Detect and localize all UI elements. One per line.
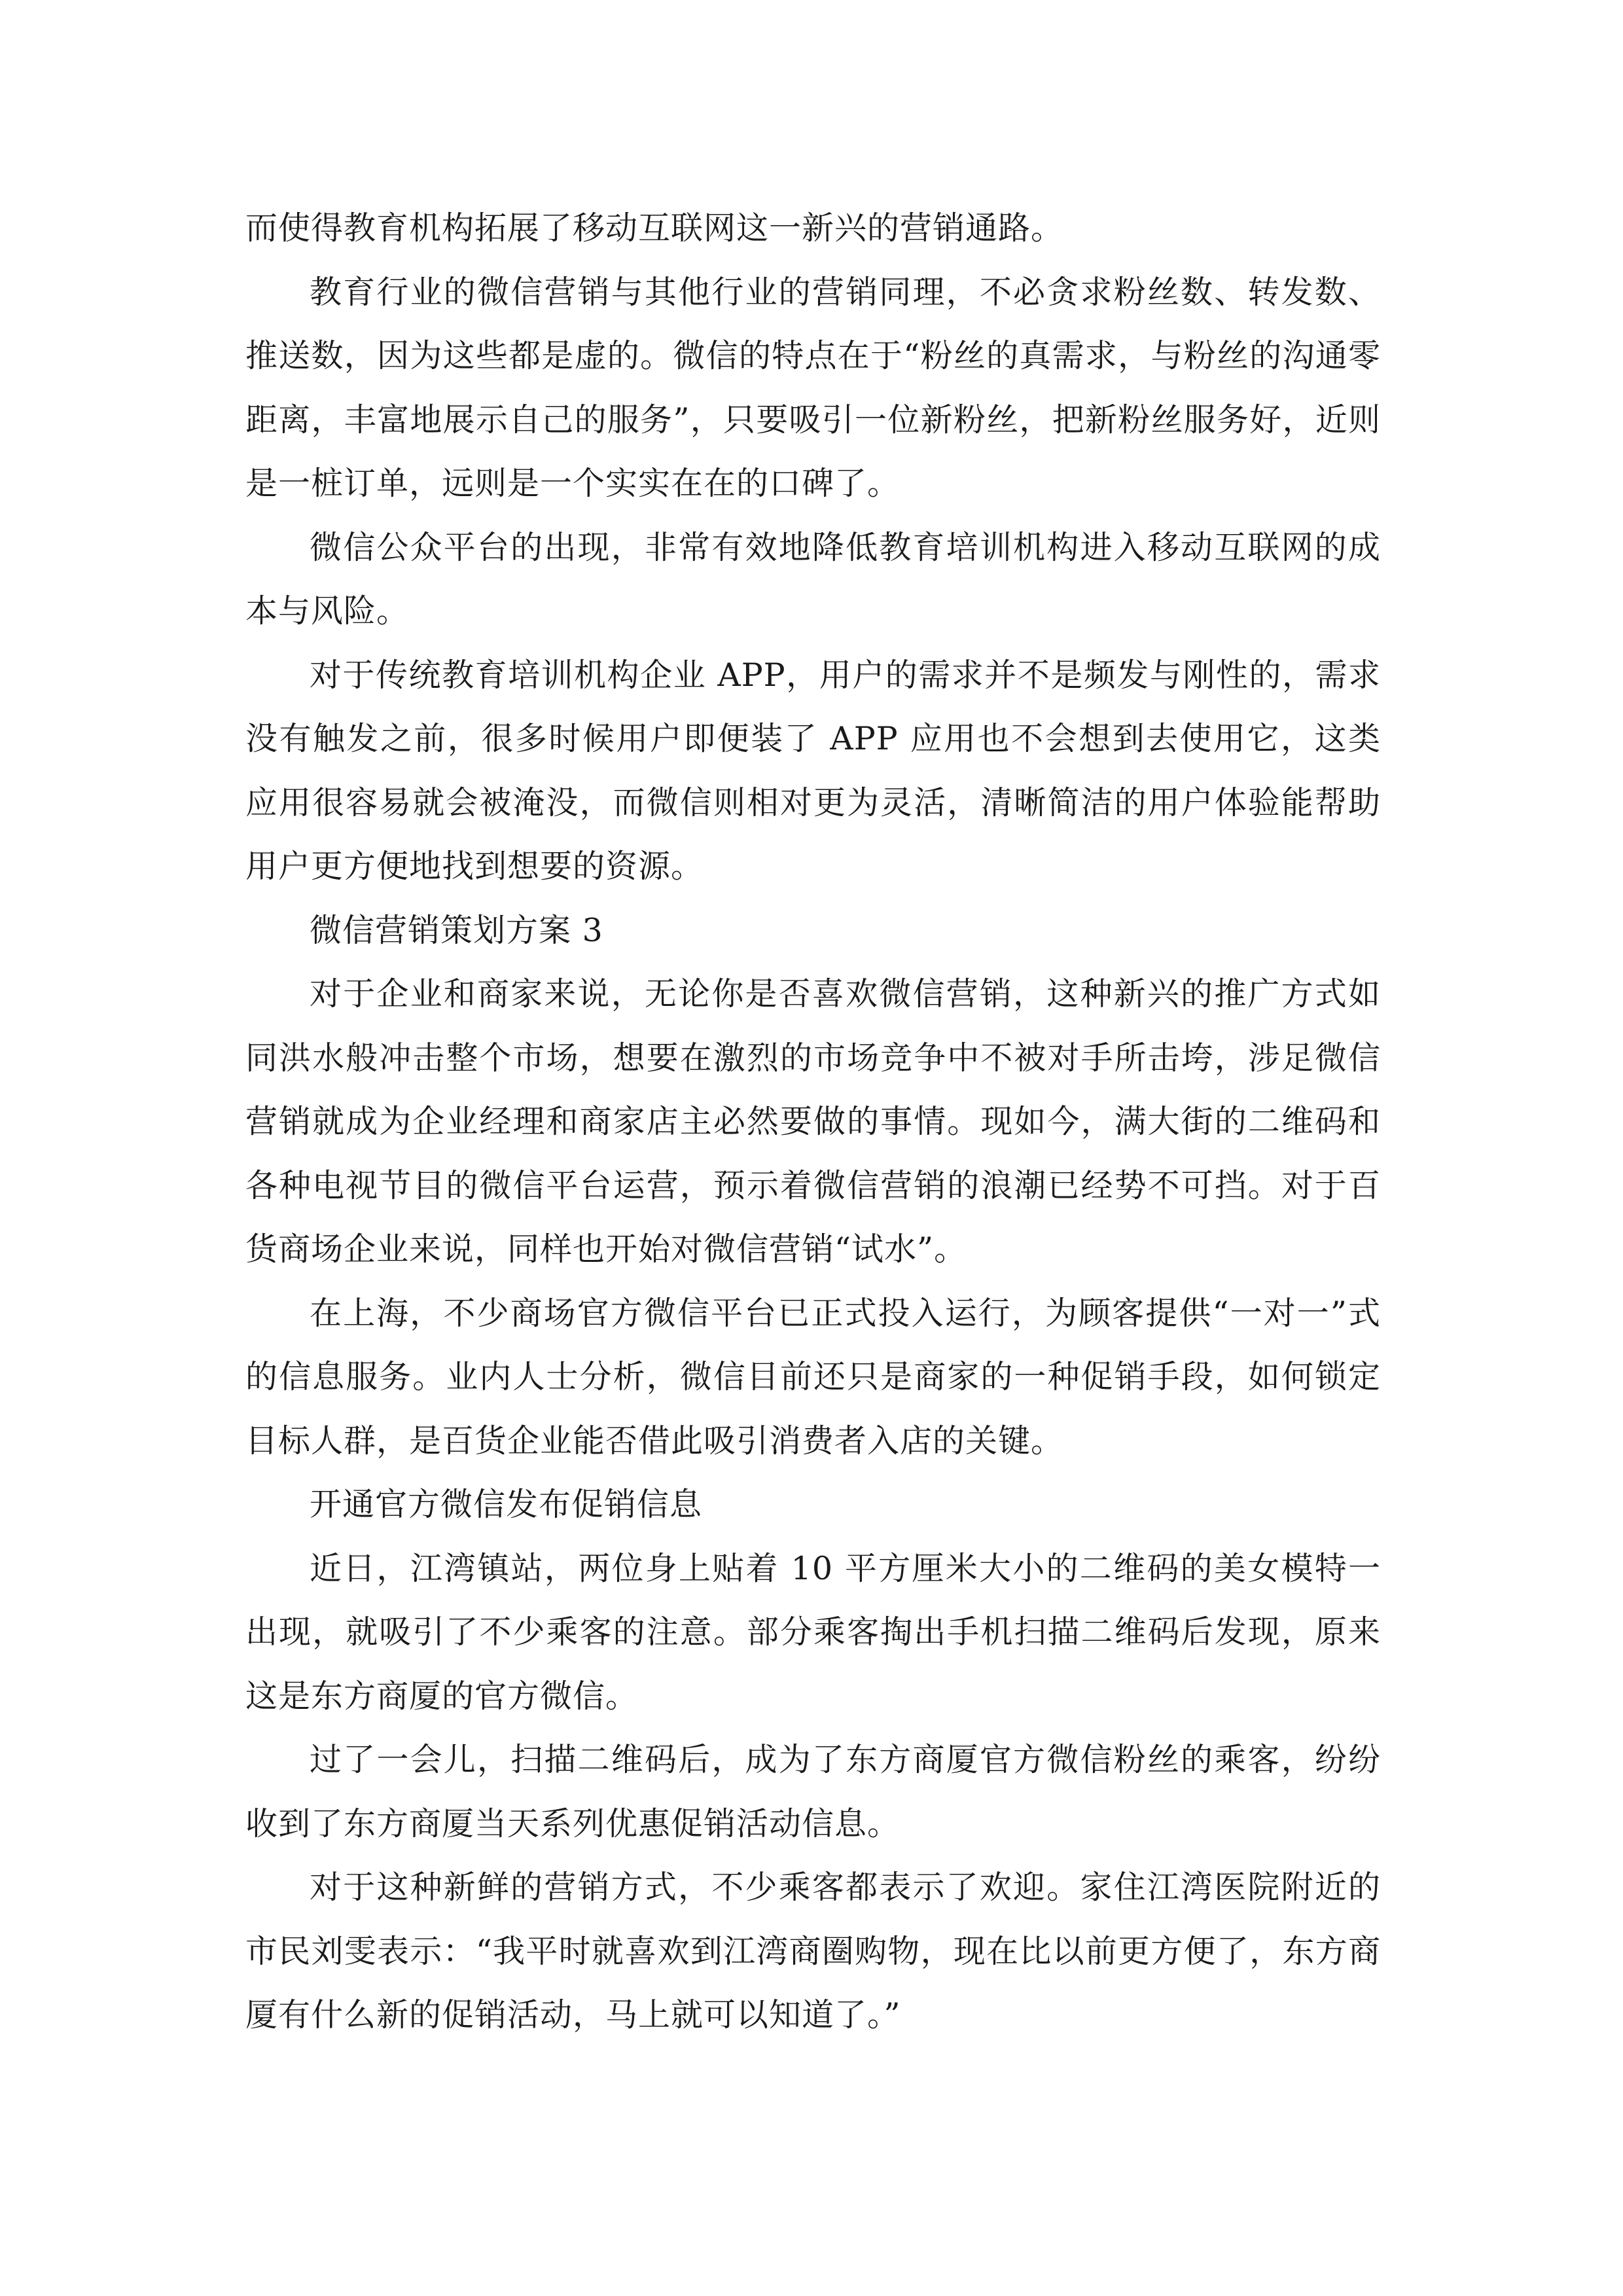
paragraph-scan-qr-code: 过了一会儿，扫描二维码后，成为了东方商厦官方微信粉丝的乘客，纷纷收到了东方商厦当天系列优惠促销活动信息。 — [245, 1741, 1381, 1842]
document-body — [245, 196, 1381, 2047]
subheading-official-wechat-promotion: 开通官方微信发布促销信息 — [310, 1486, 703, 1523]
paragraph-shanghai-malls: 在上海，不少商场官方微信平台已正式投入运行，为顾客提供“一对一”式的信息服务。业内人士分析，微信目前还只是商家的一种促销手段，如何锁定目标人群，是百货企业能否借此吸引消费者入店的关键。 — [245, 1294, 1381, 1460]
section-heading-plan-3: 微信营销策划方案 3 — [310, 911, 603, 949]
paragraph-jiangwan-station: 近日，江湾镇站，两位身上贴着 10 平方厘米大小的二维码的美女模特一出现，就吸引了不少乘客的注意。部分乘客掏出手机扫描二维码后发现，原来这是东方商厦的官方微信。 — [245, 1549, 1381, 1715]
paragraph-education-wechat-marketing: 教育行业的微信营销与其他行业的营销同理，不必贪求粉丝数、转发数、推送数，因为这些都是虚的。微信的特点在于“粉丝的真需求，与粉丝的沟通零距离，丰富地展示自己的服务”，只要吸引一位新粉丝，把新粉丝服务好，近则是一桩订单，远则是一个实实在在的口碑了。 — [245, 273, 1381, 502]
paragraph-traditional-app: 对于传统教育培训机构企业 APP，用户的需求并不是频发与刚性的，需求没有触发之前，很多时候用户即便装了 APP 应用也不会想到去使用它，这类应用很容易就会被淹没，而微信则相对更为灵活，清晰简洁的用户体验能帮助用户更方便地找到想要的资源。 — [245, 656, 1381, 885]
paragraph-public-platform: 微信公众平台的出现，非常有效地降低教育培训机构进入移动互联网的成本与风险。 — [245, 528, 1381, 630]
paragraph-passenger-feedback: 对于这种新鲜的营销方式，不少乘客都表示了欢迎。家住江湾医院附近的市民刘雯表示：“我平时就喜欢到江湾商圈购物，现在比以前更方便了，东方商厦有什么新的促销活动，马上就可以知道了。” — [245, 1869, 1381, 2034]
paragraph-enterprise-merchants: 对于企业和商家来说，无论你是否喜欢微信营销，这种新兴的推广方式如同洪水般冲击整个市场，想要在激烈的市场竞争中不被对手所击垮，涉足微信营销就成为企业经理和商家店主必然要做的事情。现如今，满大街的二维码和各种电视节目的微信平台运营，预示着微信营销的浪潮已经势不可挡。对于百货商场企业来说，同样也开始对微信营销“试水”。 — [245, 975, 1381, 1268]
paragraph-continuation: 而使得教育机构拓展了移动互联网这一新兴的营销通路。 — [245, 209, 1064, 247]
